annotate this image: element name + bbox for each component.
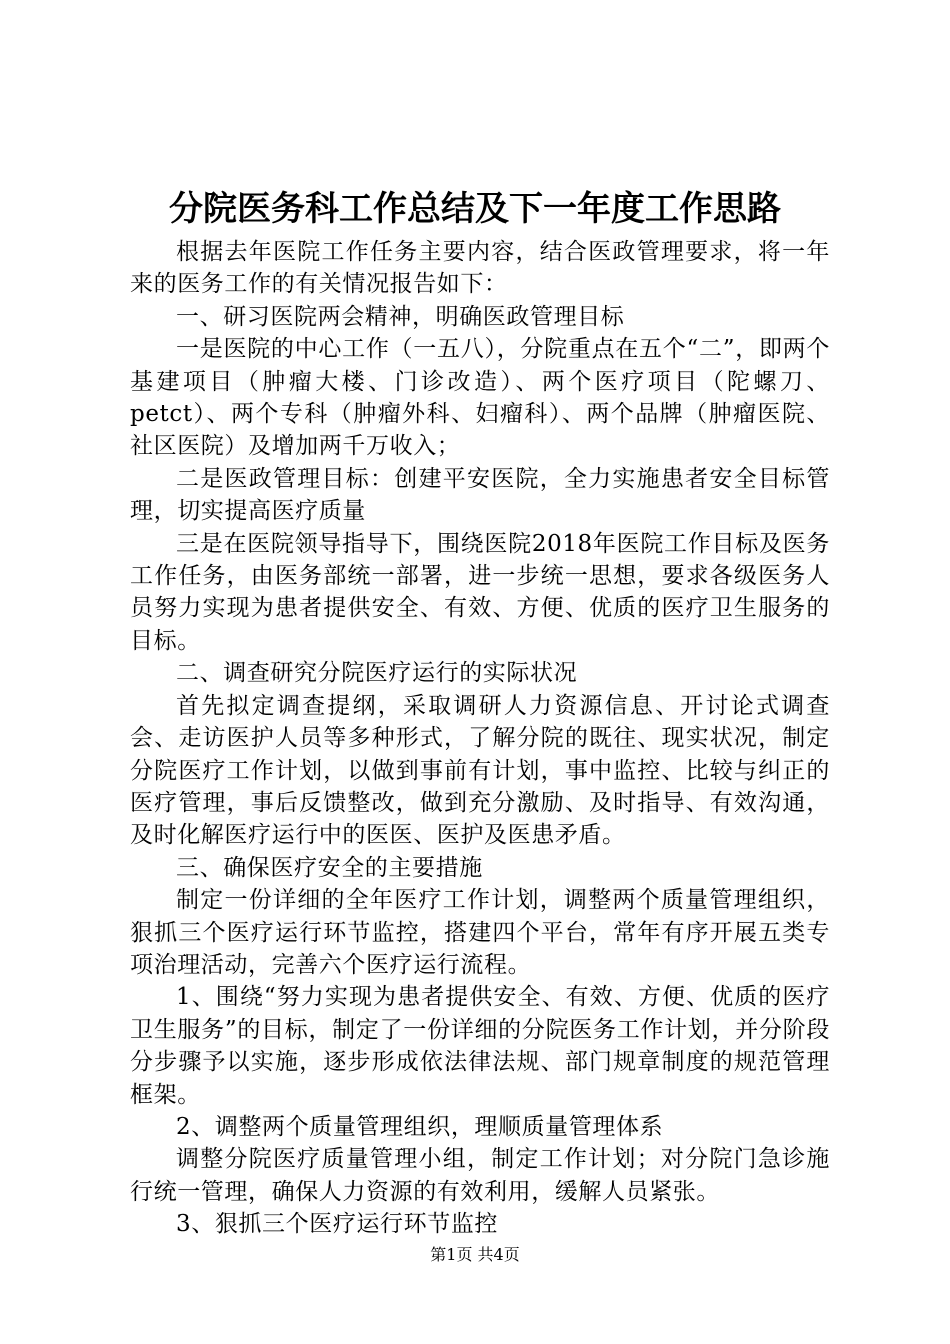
paragraph: 制定一份详细的全年医疗工作计划，调整两个质量管理组织，狠抓三个医疗运行环节监控，搭建四个平台，常年有序开展五类专项治理活动，完善六个医疗运行流程。 bbox=[130, 887, 830, 978]
paragraph: 二是医政管理目标：创建平安医院，全力实施患者安全目标管理，切实提高医疗质量 bbox=[130, 465, 830, 525]
paragraph: 首先拟定调查提纲，采取调研人力资源信息、开讨论式调查会、走访医护人员等多种形式，了解分院的既往、现实状况，制定分院医疗工作计划，以做到事前有计划，事中监控、比较与纠正的医疗管理，事后反馈整改，做到充分激励、及时指导、有效沟通，及时化解医疗运行中的医医、医护及医患矛盾。 bbox=[130, 692, 830, 849]
page-number-footer: 第1页 共4页 bbox=[430, 1245, 520, 1264]
document-title: 分院医务科工作总结及下一年度工作思路 bbox=[169, 189, 781, 229]
paragraph: 调整分院医疗质量管理小组，制定工作计划；对分院门急诊施行统一管理，确保人力资源的有效利用，缓解人员紧张。 bbox=[130, 1146, 830, 1205]
document-body bbox=[130, 236, 830, 1241]
paragraph: 1、围绕“努力实现为患者提供安全、有效、方便、优质的医疗卫生服务”的目标，制定了一份详细的分院医务工作计划，并分阶段分步骤予以实施，逐步形成依法律法规、部门规章制度的规范管理框架。 bbox=[130, 984, 830, 1108]
subsection-heading: 3、狠抓三个医疗运行环节监控 bbox=[176, 1211, 499, 1238]
section-heading: 二、调查研究分院医疗运行的实际状况 bbox=[176, 660, 578, 687]
paragraph: 三是在医院领导指导下，围绕医院2018年医院工作目标及医务工作任务，由医务部统一部署，进一步统一思想，要求各级医务人员努力实现为患者提供安全、有效、方便、优质的医疗卫生服务的目标。 bbox=[130, 530, 830, 654]
section-heading: 一、研习医院两会精神，明确医政管理目标 bbox=[176, 303, 625, 330]
section-heading: 三、确保医疗安全的主要措施 bbox=[176, 854, 483, 881]
paragraph: 根据去年医院工作任务主要内容，结合医政管理要求，将一年来的医务工作的有关情况报告如下： bbox=[130, 239, 830, 298]
paragraph: 一是医院的中心工作（一五八），分院重点在五个“二”，即两个基建项目（肿瘤大楼、门诊改造）、两个医疗项目（陀螺刀、petct）、两个专科（肿瘤外科、妇瘤科）、两个品牌（肿瘤医院、社区医院）及增加两千万收入； bbox=[130, 336, 830, 460]
subsection-heading: 2、调整两个质量管理组织，理顺质量管理体系 bbox=[176, 1113, 664, 1140]
